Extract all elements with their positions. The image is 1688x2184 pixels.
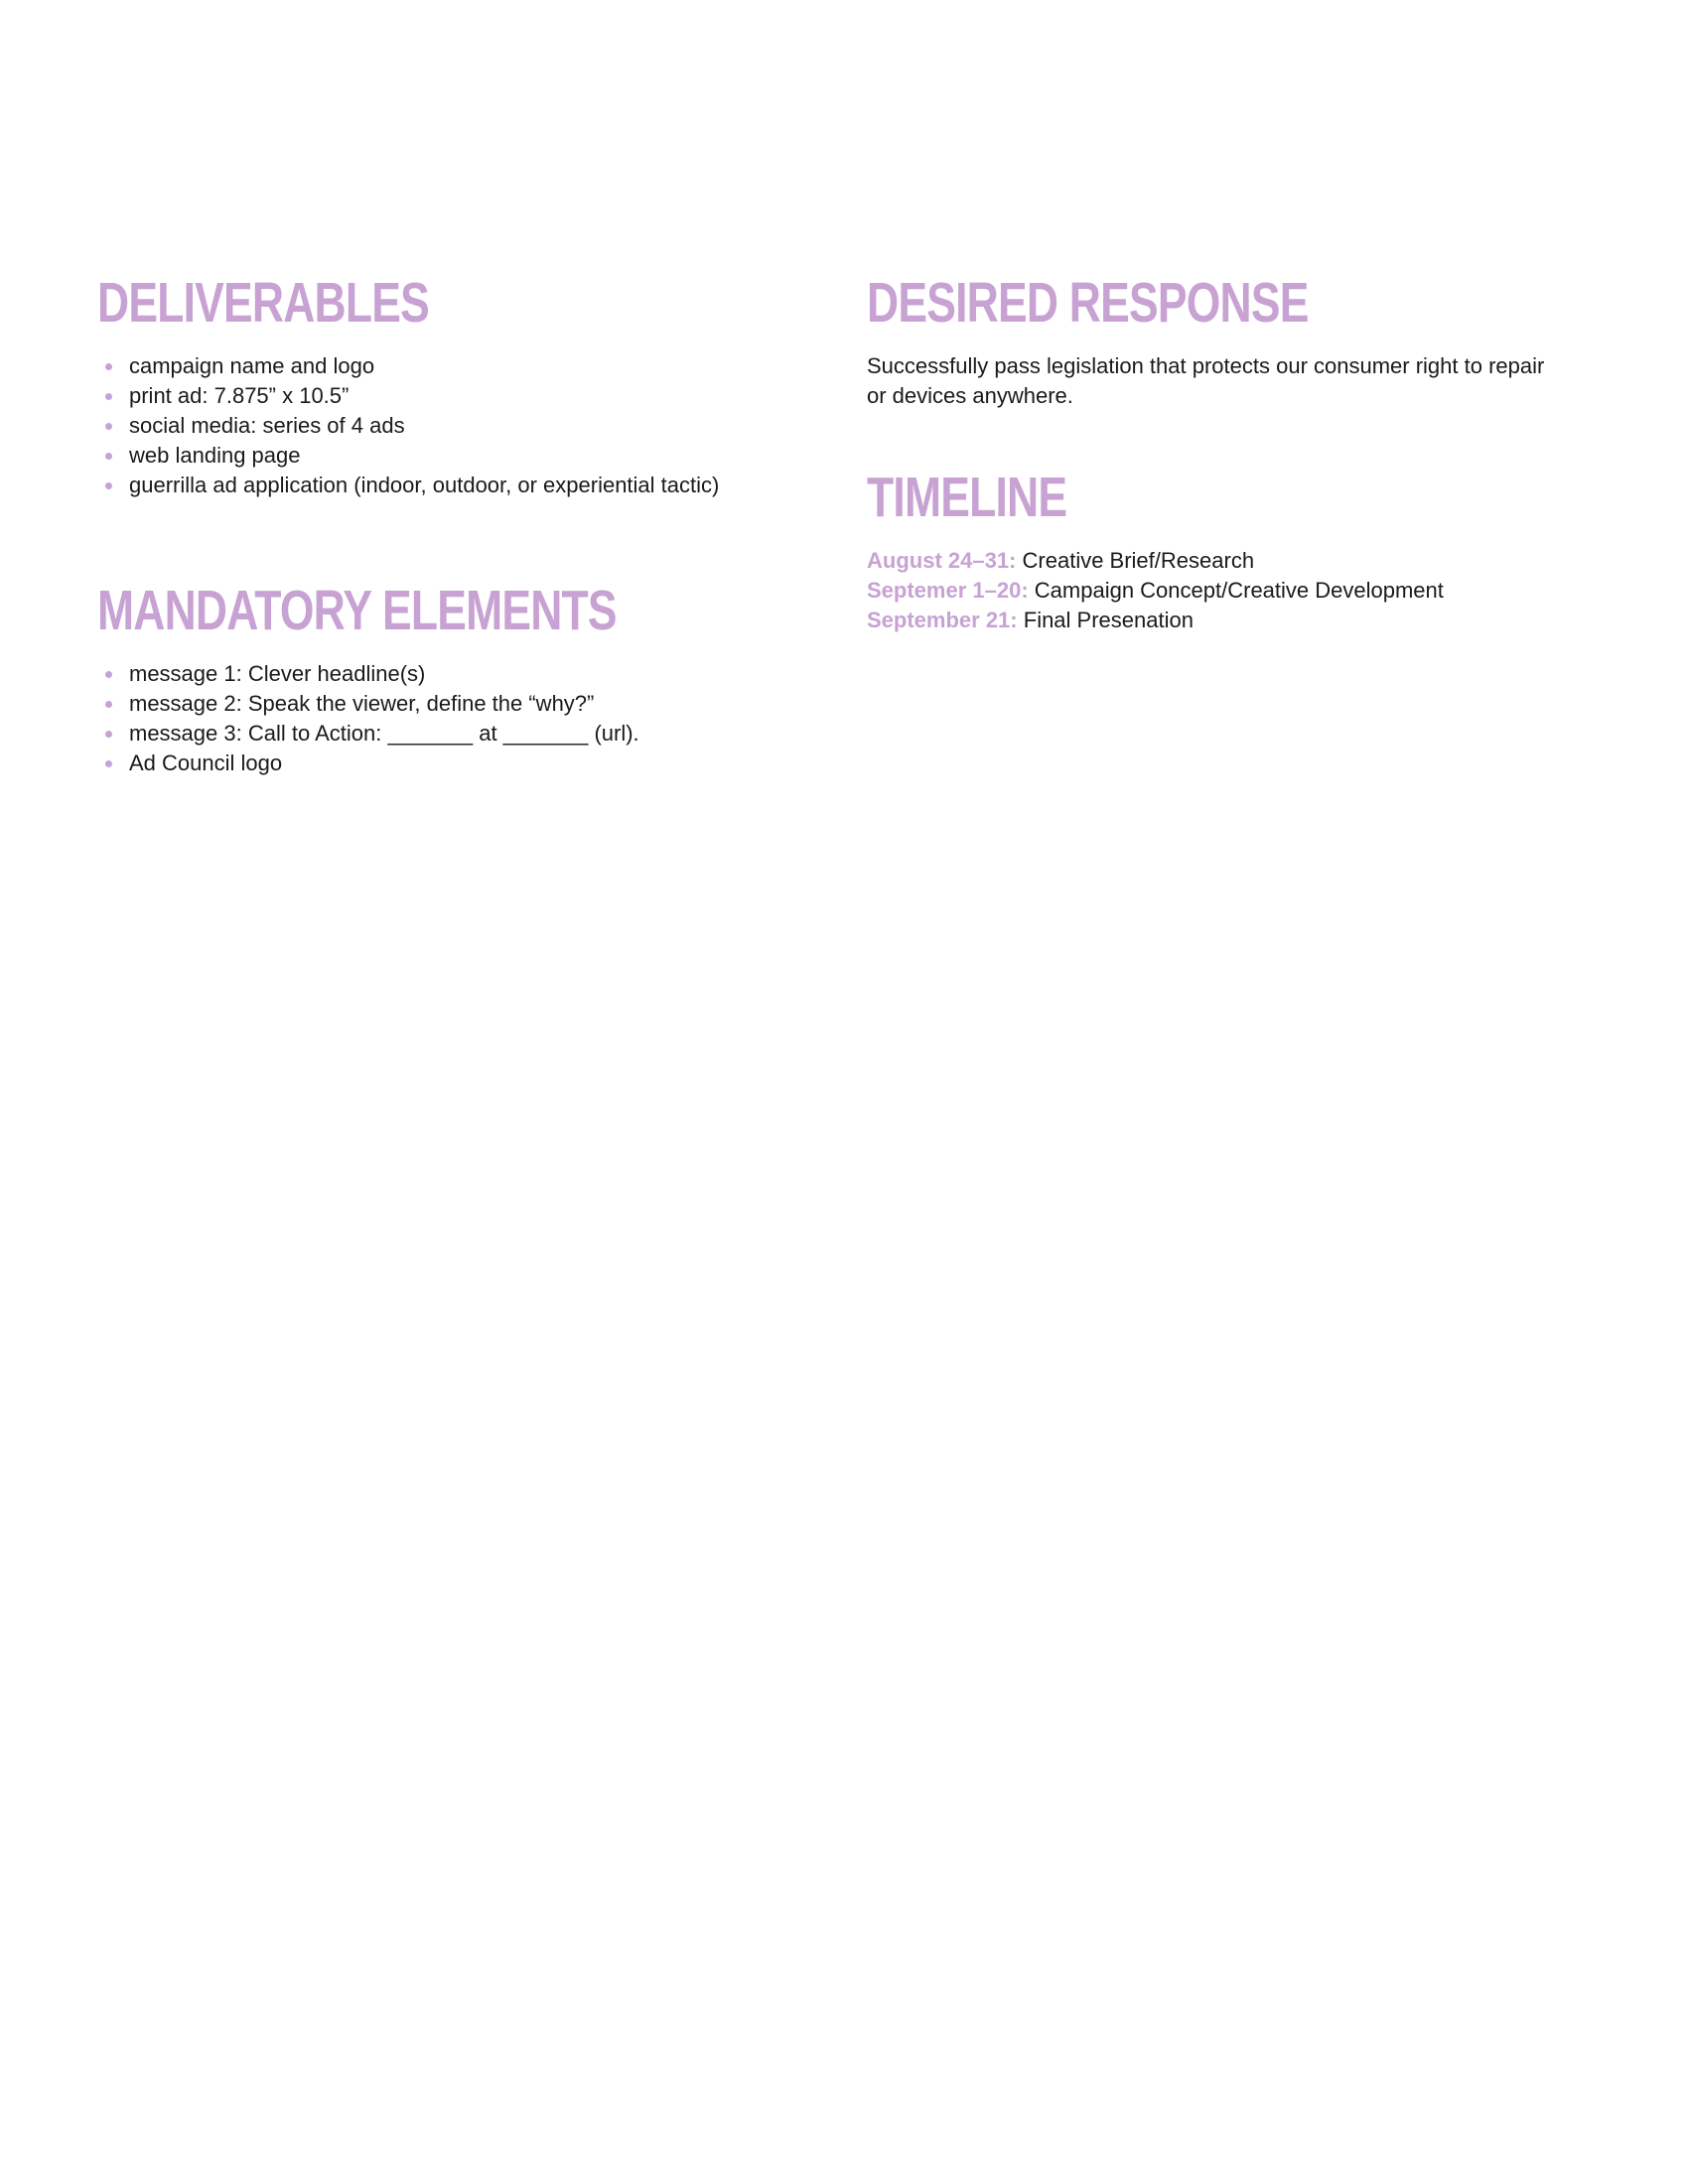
list-item (105, 411, 812, 441)
timeline-task: Creative Brief/Research (1022, 548, 1255, 573)
bullet-dot-icon (105, 453, 112, 460)
list-item (105, 471, 812, 500)
list-item (105, 719, 812, 749)
bullet-dot-icon (105, 482, 112, 489)
bullet-dot-icon (105, 363, 112, 370)
timeline-date: August 24–31: (867, 548, 1017, 573)
bullet-dot-icon (105, 701, 112, 708)
mandatory-elements-section (97, 576, 812, 778)
list-item (105, 659, 812, 689)
list-item-text: message 1: Clever headline(s) (129, 661, 426, 686)
list-item (105, 441, 812, 471)
bullet-dot-icon (105, 760, 112, 767)
list-item (105, 689, 812, 719)
bullet-dot-icon (105, 731, 112, 738)
mandatory-elements-heading: MANDATORY ELEMENTS (97, 579, 617, 642)
timeline-entry (867, 546, 1582, 576)
list-item (105, 749, 812, 778)
timeline-section (867, 463, 1582, 635)
bullet-dot-icon (105, 423, 112, 430)
deliverables-heading: DELIVERABLES (97, 271, 430, 335)
timeline-list (867, 546, 1582, 635)
bullet-dot-icon (105, 393, 112, 400)
list-item-text: web landing page (129, 443, 301, 468)
bullet-dot-icon (105, 671, 112, 678)
list-item-text: print ad: 7.875” x 10.5” (129, 383, 350, 408)
mandatory-elements-list (97, 659, 812, 778)
desired-response-text: Successfully pass legislation that protects our consumer right to repair or devices anywhere. (867, 353, 1545, 408)
timeline-entry (867, 606, 1582, 635)
timeline-heading: TIMELINE (867, 466, 1067, 529)
list-item-text: campaign name and logo (129, 353, 375, 378)
timeline-task: Final Presenation (1023, 608, 1194, 632)
list-item-text: message 2: Speak the viewer, define the “why?” (129, 691, 595, 716)
desired-response-heading: DESIRED RESPONSE (867, 271, 1309, 335)
deliverables-section (97, 268, 812, 500)
timeline-date: September 21: (867, 608, 1018, 632)
list-item (105, 351, 812, 381)
left-column (97, 268, 812, 778)
timeline-date: Septemer 1–20: (867, 578, 1029, 603)
list-item-text: message 3: Call to Action: _______ at _______ (url). (129, 721, 639, 746)
list-item-text: social media: series of 4 ads (129, 413, 405, 438)
timeline-entry (867, 576, 1582, 606)
desired-response-section (867, 268, 1582, 411)
list-item-text: guerrilla ad application (indoor, outdoor, or experiential tactic) (129, 473, 720, 497)
deliverables-list (97, 351, 812, 500)
timeline-task: Campaign Concept/Creative Development (1034, 578, 1444, 603)
list-item-text: Ad Council logo (129, 751, 283, 775)
list-item (105, 381, 812, 411)
right-column (867, 268, 1582, 635)
